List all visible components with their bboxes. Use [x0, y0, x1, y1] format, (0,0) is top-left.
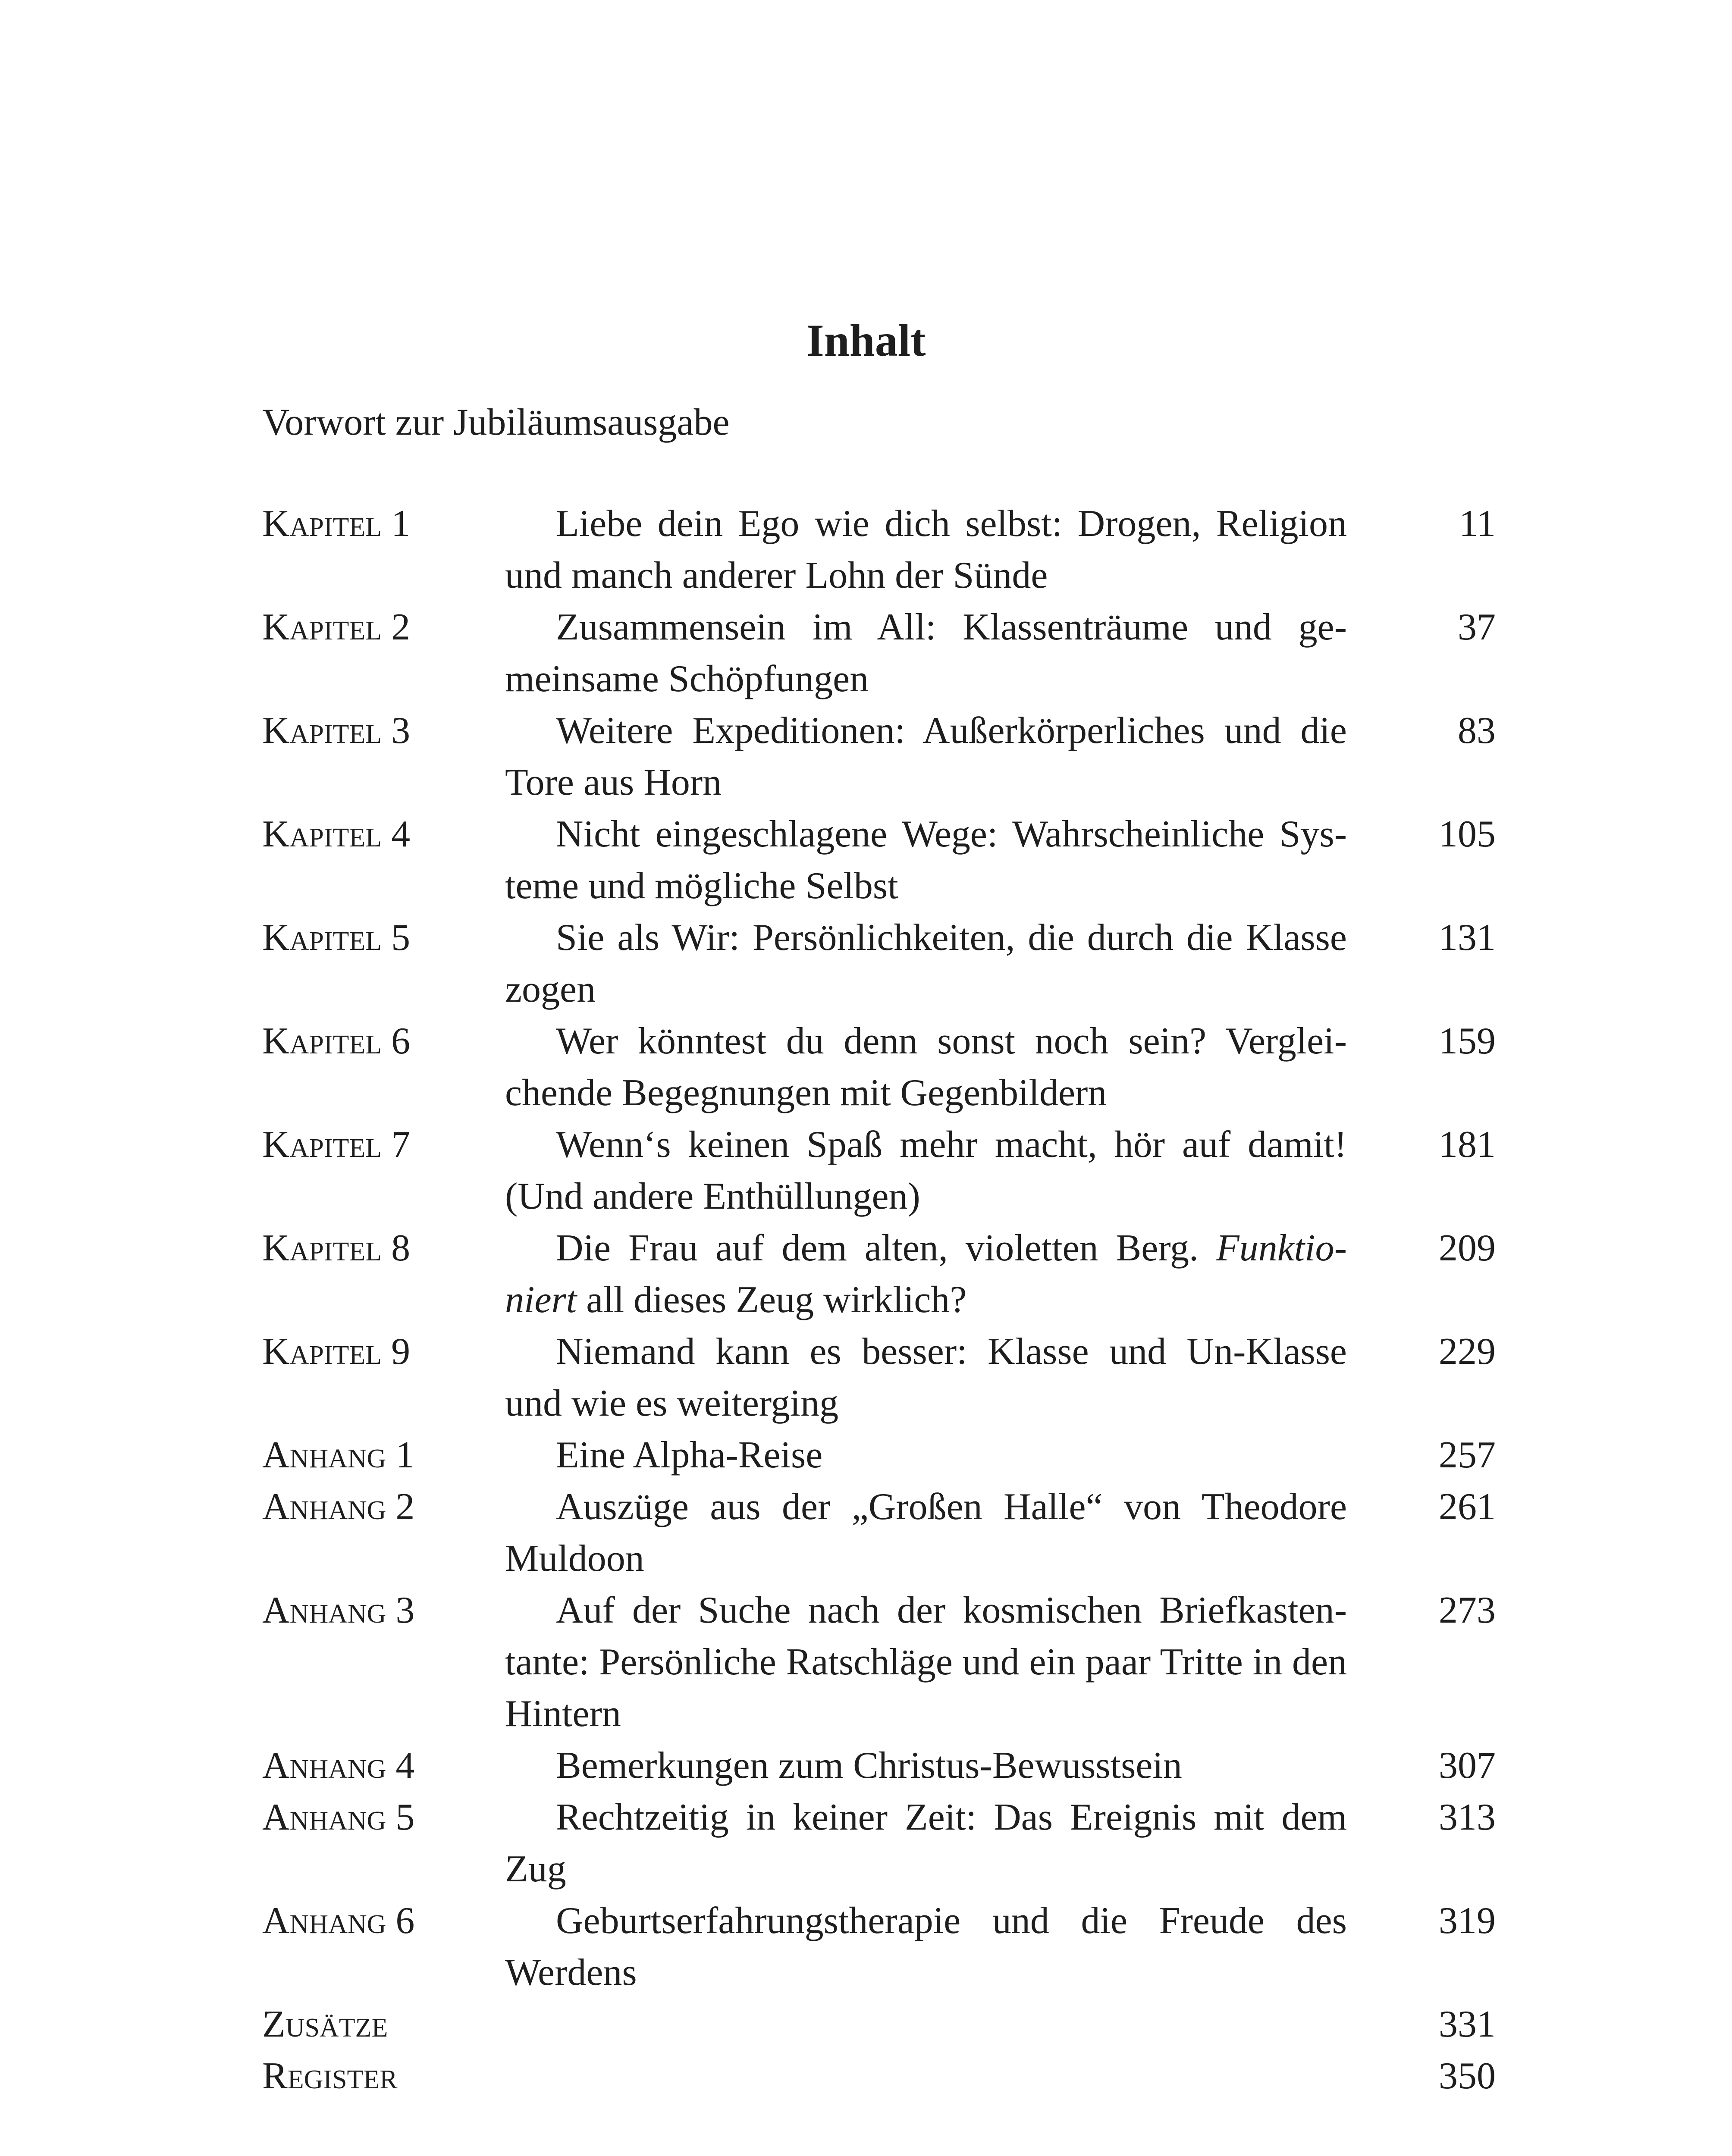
- toc-entry-label: Kapitel 3: [262, 710, 411, 752]
- toc-entry: [262, 1895, 1496, 1999]
- toc-entry: [262, 1429, 1496, 1481]
- toc-entry-label: Kapitel 2: [262, 606, 411, 648]
- toc-entry: [262, 705, 1496, 808]
- toc-entry: [262, 602, 1496, 705]
- toc-entry-label: Register: [262, 2055, 398, 2097]
- toc-entry-title: Auszüge aus der „Großen Halle“ von Theodore Muldoon: [505, 1486, 1347, 1579]
- toc-entry-page-number: 209: [1439, 1227, 1496, 1269]
- toc-entry-title: Niemand kann es besser: Klasse und Un-Klasse und wie es weiterging: [505, 1331, 1347, 1424]
- toc-entry: [262, 1119, 1496, 1222]
- toc-entry-label: Kapitel 7: [262, 1124, 411, 1166]
- toc-entry-page-number: 159: [1439, 1020, 1496, 1062]
- toc-entry-page-number: 83: [1458, 710, 1496, 752]
- toc-entry: [262, 808, 1496, 912]
- toc-entry-label: Anhang 4: [262, 1745, 415, 1786]
- toc-entry-page-number: 331: [1439, 2003, 1496, 2045]
- toc-entry-title: Bemerkungen zum Christus-Bewusstsein: [556, 1745, 1182, 1786]
- toc-entry-page-number: 319: [1439, 1900, 1496, 1942]
- toc-entry-title: Die Frau auf dem alten, violetten Berg. Funktioniert all dieses Zeug wirklich?: [505, 1227, 1347, 1321]
- toc-entry-page-number: 105: [1439, 813, 1496, 855]
- toc-entry-title: Weitere Expeditionen: Außerkörperliches und die Tore aus Horn: [505, 710, 1347, 803]
- toc-entry-title: Nicht eingeschlagene Wege: Wahrscheinliche Systeme und mögliche Selbst: [505, 813, 1347, 907]
- toc-entry-label: Anhang 5: [262, 1796, 415, 1838]
- toc-entry-label: Anhang 6: [262, 1900, 415, 1942]
- toc-entry-title: Rechtzeitig in keiner Zeit: Das Ereignis mit dem Zug: [505, 1796, 1347, 1890]
- toc-entry-page-number: 273: [1439, 1589, 1496, 1631]
- toc-entry: [262, 1015, 1496, 1119]
- toc-entry-title: Liebe dein Ego wie dich selbst: Drogen, Religion und manch anderer Lohn der Sünde: [505, 503, 1347, 596]
- toc-entry-page-number: 261: [1439, 1486, 1496, 1528]
- toc-entry-title: Geburtserfahrungstherapie und die Freude des Werdens: [505, 1900, 1347, 1993]
- toc-entry-page-number: 131: [1439, 917, 1496, 959]
- toc-entry-title: Wenn‘s keinen Spaß mehr macht, hör auf damit! (Und andere Enthüllungen): [505, 1124, 1347, 1217]
- toc-entry-page-number: 181: [1439, 1124, 1496, 1166]
- toc-entry-title: Sie als Wir: Persönlichkeiten, die durch die Klasse zogen: [505, 917, 1347, 1010]
- toc-entry-title: Zusammensein im All: Klassenträume und gemeinsame Schöpfungen: [505, 606, 1347, 700]
- toc-entry-label: Kapitel 9: [262, 1331, 411, 1373]
- toc-entry: [262, 1481, 1496, 1585]
- toc-entry-title: Wer könntest du denn sonst noch sein? Vergleichende Begegnungen mit Gegenbildern: [505, 1020, 1347, 1114]
- toc-entry: [262, 498, 1496, 602]
- toc-entry-page-number: 350: [1439, 2055, 1496, 2097]
- page-title: Inhalt: [806, 315, 926, 366]
- toc-entry-page-number: 11: [1459, 503, 1496, 545]
- toc-entry: [262, 1792, 1496, 1895]
- toc-entry-label: Kapitel 6: [262, 1020, 411, 1062]
- toc-entry: [262, 912, 1496, 1015]
- toc-entry-label: Kapitel 4: [262, 813, 411, 855]
- toc-entry: [262, 1999, 1496, 2050]
- toc-entry-label: Kapitel 5: [262, 917, 411, 959]
- emphasis: Funktioniert: [505, 1227, 1347, 1321]
- toc-entry-label: Zusätze: [262, 2003, 388, 2045]
- toc-entry-title: Auf der Suche nach der kosmischen Briefkastentante: Persönliche Ratschläge und ein paar Tritte in den Hintern: [505, 1589, 1347, 1735]
- toc-entry-label: Kapitel 8: [262, 1227, 411, 1269]
- table-of-contents: [262, 498, 1496, 2102]
- toc-entry-label: Anhang 1: [262, 1434, 415, 1476]
- toc-entry-page-number: 229: [1439, 1331, 1496, 1373]
- toc-entry: [262, 1222, 1496, 1326]
- toc-entry-label: Anhang 2: [262, 1486, 415, 1528]
- toc-entry: [262, 1585, 1496, 1740]
- toc-entry: [262, 2050, 1496, 2102]
- preface-entry: Vorwort zur Jubiläumsausgabe: [262, 401, 730, 443]
- toc-entry-page-number: 313: [1439, 1796, 1496, 1838]
- toc-entry: [262, 1326, 1496, 1429]
- toc-entry-page-number: 257: [1439, 1434, 1496, 1476]
- toc-entry-label: Kapitel 1: [262, 503, 411, 545]
- toc-entry-label: Anhang 3: [262, 1589, 415, 1631]
- toc-entry-page-number: 37: [1458, 606, 1496, 648]
- toc-entry: [262, 1740, 1496, 1792]
- toc-entry-title: Eine Alpha-Reise: [556, 1434, 823, 1476]
- toc-entry-page-number: 307: [1439, 1745, 1496, 1786]
